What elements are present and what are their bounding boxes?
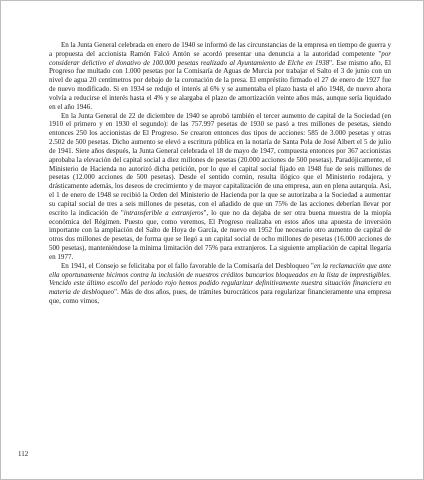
- paragraph-2: [49, 112, 391, 262]
- text-run: En la Junta General de 22 de diciembre de 1940 se aprobó también el tercer aumento de capital de la Sociedad (en 1910 el primero y en 1930 el segundo): de las 757.997 pesetas de 1930 se pasó a tres millones de pesetas, siendo entonces 250 los accionistas de El Progreso. Se crearon entonces dos tipos de acciones: 585 de 3.000 pesetas y otras 2.502 de 500 pesetas. Dicho aumento se elevó a escritura pública en la notaría de Santa Pola de José Albert el 5 de julio de 1941. Siete años después, la Junta General celebrada el 18 de mayo de 1947, compuesta entonces por 367 accionistas aprobaba la elevación del capital social a diez millones de pesetas (20.000 acciones de 500 pesetas). Paradójicamente, el Ministerio de Hacienda no autorizó dicha petición, por lo que el capital social fijado en 1948 fue de seis millones de pesetas (12.000 acciones de 500 pesetas). Desde el sentido común, resulta ilógico que el Ministerio rodajera, y drásticamente además, los deseos de crecimiento y de mayor capitalización de una empresa, aun en plena autarquía. Así, el 1 de enero de 1948 se recibió la Orden del Ministerio de Hacienda por la que se autorizaba a la Sociedad a aumentar su capital social de tres a seis millones de pesetas, con el añadido de que un 75% de las acciones deberían llevar por escrito la indicación de ": [49, 111, 391, 217]
- text-run: En 1941, el Consejo se felicitaba por el fallo favorable de la Comisaría del Desbloqueo ": [61, 261, 314, 270]
- page-number: 112: [18, 450, 29, 458]
- text-run: ". Más de dos años, pues, de trámites burocráticos para regularizar financieramente una empresa que, como vimos,: [49, 288, 391, 306]
- paragraph-3: [49, 262, 391, 306]
- body-text: [49, 41, 391, 306]
- text-run: ", lo que no da dejaba de ser otra buena muestra de la miopía económica del Régimen. Puesto que, como veremos, El Progreso realizaba en estos años una apuesta de inversión importante con la ampliación del Salto de Hoya de García, de nuevo en 1952 fue necesario otro aumento de capital de otros dos millones de pesetas, de forma que se llegó a un capital social de ocho millones de pesetas (16.000 acciones de 500 pesetas), manteniéndose la mínima limitación del 75% para extranjeros. La siguiente ampliación de capital llegaría en 1977.: [49, 208, 392, 261]
- italic-quote: por considerar delictivo el donativo de 100.000 pesetas realizado al Ayuntamiento de Elche en 1938: [49, 49, 391, 67]
- italic-quote: intransferible a extranjeros: [123, 208, 204, 217]
- text-run: ". Ese mismo año, El Progreso fue multado con 1.000 pesetas por la Comisaría de Aguas de Murcia por trabajar el Salto el 3 de junio con un nivel de agua 20 centímetros por debajo de la coronación de la presa. El empréstito firmado el 27 de enero de 1927 fue de nuevo modificado. Si en 1934 se redujo el interés al 6% y se aumentaba el plazo hasta el año 1948, de nuevo ahora volvía a reducirse el interés hasta el 4% y se alargaba el plazo de amortización veinte años más, aunque sería liquidado en el año 1946.: [49, 58, 391, 111]
- italic-quote: en la reclamación que ante ella oportunamente hicimos contra la inclusión de nuestros créditos bancarios bloqueados en la lista de imprestigibles. Vencido este último escollo del periodo rojo hemos podido regularizar definitivamente nuestra situación financiera en materia de desbloqueo: [49, 261, 391, 297]
- text-run: En la Junta General celebrada en enero de 1940 se informó de las circunstancias de la empresa en tiempo de guerra y a propuesta del accionista Ramón Falcó Antón se acordó presentar una denuncia a la autoridad competente ": [49, 41, 391, 58]
- paragraph-1: [49, 41, 391, 112]
